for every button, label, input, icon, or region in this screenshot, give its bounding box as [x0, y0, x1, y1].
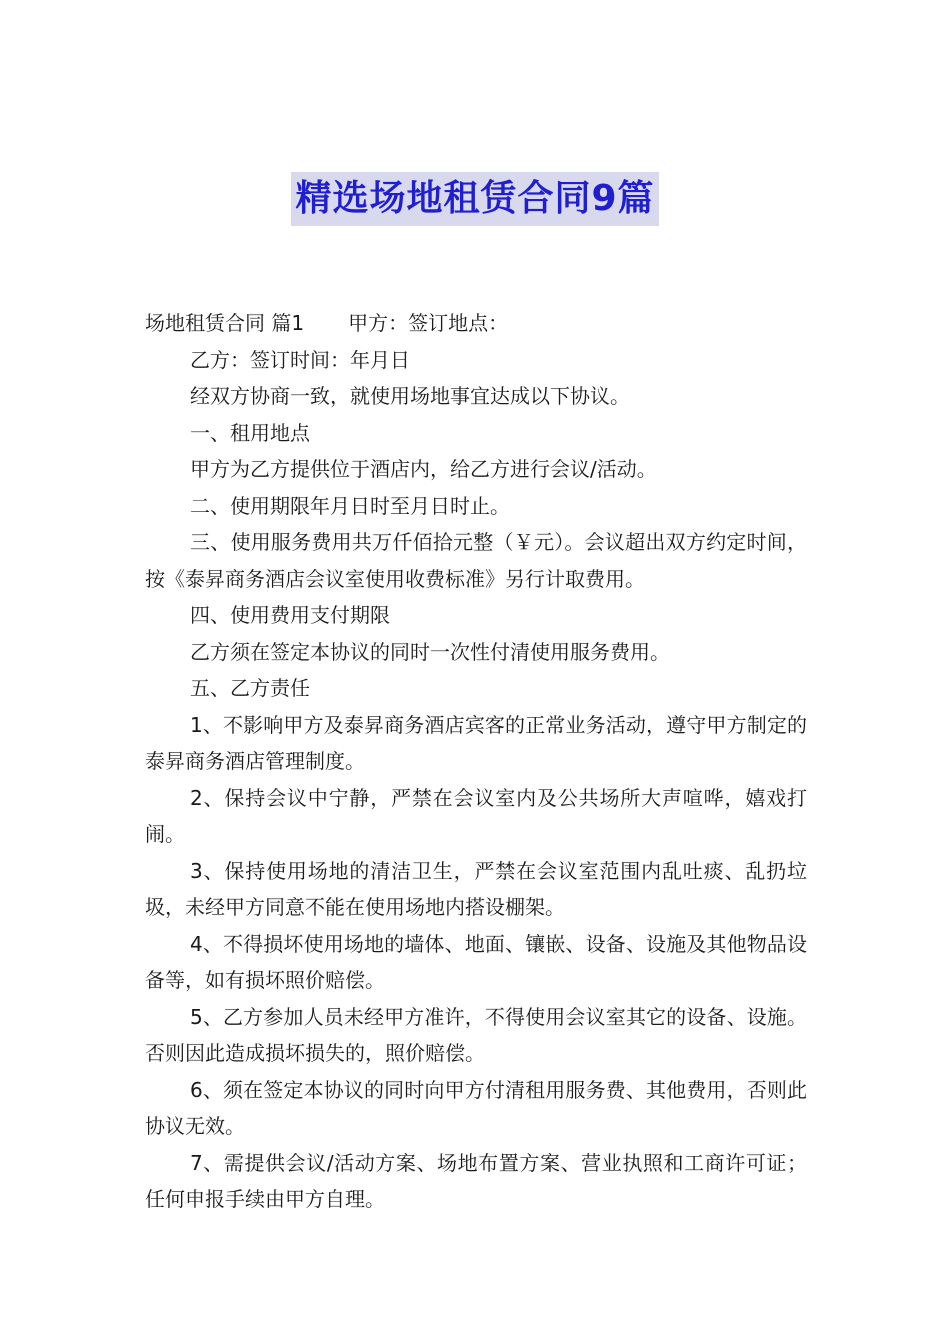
list-item: 7、需提供会议/活动方案、场地布置方案、营业执照和工商许可证；任何申报手续由甲方自理。 — [145, 1150, 807, 1211]
section-heading: 四、使用费用支付期限 — [190, 603, 390, 627]
list-item: 1、不影响甲方及泰昇商务酒店宾客的正常业务活动，遵守甲方制定的泰昇商务酒店管理制度。 — [145, 712, 807, 773]
list-item: 2、保持会议中宁静，严禁在会议室内及公共场所大声喧哗，嬉戏打闹。 — [145, 785, 807, 846]
paragraph: 乙方须在签定本协议的同时一次性付清使用服务费用。 — [190, 639, 670, 664]
paragraph: 甲方为乙方提供位于酒店内，给乙方进行会议/活动。 — [190, 457, 657, 481]
contract-heading-line — [145, 305, 807, 342]
section-heading: 五、乙方责任 — [190, 676, 310, 700]
section-heading: 一、租用地点 — [190, 420, 310, 445]
paragraph: 乙方：签订时间：年月日 — [190, 347, 410, 372]
contract-heading-label: 场地租赁合同 篇1 — [145, 311, 305, 335]
section-heading: 三、使用服务费用共万仟佰拾元整（￥元）。会议超出双方约定时间，按《泰昇商务酒店会议室使用收费标准》另行计取费用。 — [145, 530, 807, 591]
document-body — [145, 305, 807, 1218]
document-title-text: 精选场地租赁合同9篇 — [291, 172, 658, 226]
paragraph: 经双方协商一致，就使用场地事宜达成以下协议。 — [190, 384, 630, 408]
list-item: 5、乙方参加人员未经甲方准许，不得使用会议室其它的设备、设施。否则因此造成损坏损失的，照价赔偿。 — [145, 1004, 807, 1065]
list-item: 6、须在签定本协议的同时向甲方付清租用服务费、其他费用，否则此协议无效。 — [145, 1077, 807, 1138]
section-heading: 二、使用期限年月日时至月日时止。 — [190, 493, 510, 518]
document-title — [0, 172, 950, 232]
party-a-line: 甲方：签订地点： — [348, 311, 509, 335]
list-item: 4、不得损坏使用场地的墙体、地面、镶嵌、设备、设施及其他物品设备等，如有损坏照价赔偿。 — [145, 931, 807, 992]
list-item: 3、保持使用场地的清洁卫生，严禁在会议室范围内乱吐痰、乱扔垃圾，未经甲方同意不能在使用场地内搭设棚架。 — [145, 858, 807, 919]
